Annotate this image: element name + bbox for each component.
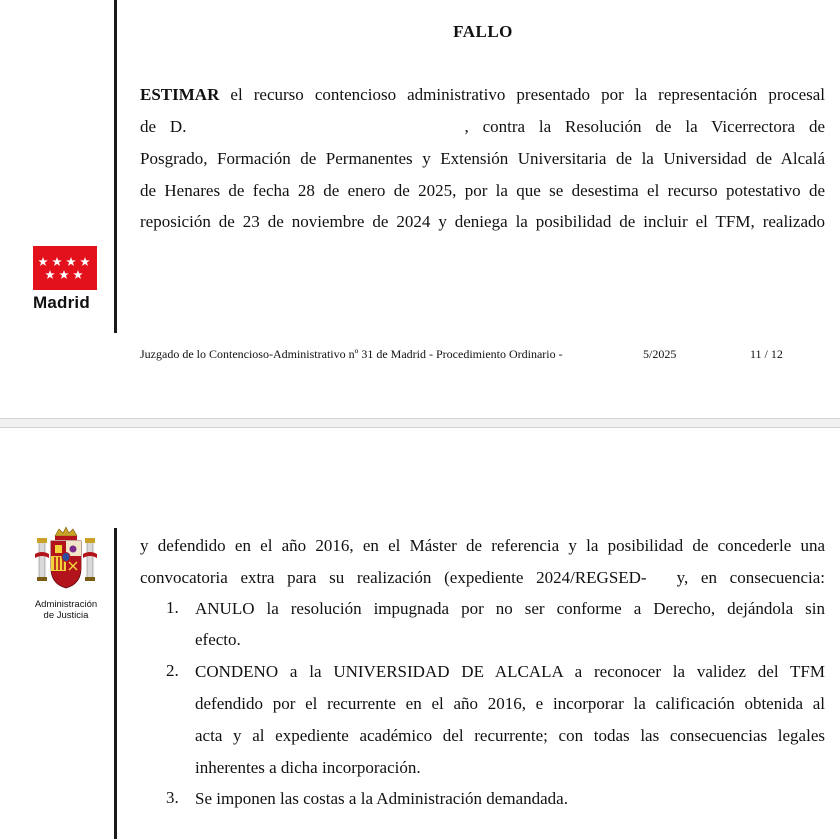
section-heading: FALLO <box>453 22 513 41</box>
footer-case-number: 5/2025 <box>643 347 677 361</box>
madrid-flag-icon <box>33 246 97 290</box>
paragraph-line: Posgrado, Formación de Permanentes y Extensión Universitaria de la Universidad de Alcalá <box>140 149 825 168</box>
document-page-12 <box>0 428 840 839</box>
paragraph-line: de Henares de fecha 28 de enero de 2025, por la que se desestima el recurso potestativo de <box>140 181 825 200</box>
paragraph-text: de D. <box>140 117 187 136</box>
list-number: 1. <box>166 598 179 617</box>
footer-court: Juzgado de lo Contencioso-Administrativo nº 31 de Madrid - Procedimiento Ordinario - <box>140 347 563 361</box>
list-number: 3. <box>166 788 179 807</box>
paragraph-text: el recurso contencioso administrativo presentado por la representación procesal <box>219 85 825 104</box>
list-line: acta y al expediente académico del recurrente; con todas las consecuencias legales <box>195 726 825 745</box>
comunidad-madrid-logo <box>33 246 99 313</box>
margin-rule <box>114 528 117 839</box>
footer-page-number: 11 / 12 <box>750 347 783 361</box>
margin-rule <box>114 0 117 333</box>
paragraph-text: y, en consecuencia: <box>676 568 825 587</box>
list-line: Se imponen las costas a la Administración demandada. <box>195 789 568 808</box>
list-line: defendido por el recurrente en el año 2016, e incorporar la calificación obtenida al <box>195 694 825 713</box>
paragraph-line <box>140 84 825 106</box>
list-line: ANULO la resolución impugnada por no ser conforme a Derecho, dejándola sin <box>195 599 825 618</box>
list-line: CONDENO a la UNIVERSIDAD DE ALCALA a reconocer la validez del TFM <box>195 662 825 681</box>
list-line: inherentes a dicha incorporación. <box>195 758 421 777</box>
administracion-justicia-logo <box>26 524 106 621</box>
list-number: 2. <box>166 661 179 680</box>
document-page-11 <box>0 0 840 418</box>
paragraph-line <box>140 116 825 138</box>
page-separator <box>0 418 840 428</box>
paragraph-line <box>140 567 825 589</box>
paragraph-line: y defendido en el año 2016, en el Máster de referencia y la posibilidad de concederle una <box>140 536 825 555</box>
justicia-logo-line1: Administración <box>34 599 98 610</box>
justicia-logo-line2: de Justicia <box>43 610 89 621</box>
paragraph-line: reposición de 23 de noviembre de 2024 y deniega la posibilidad de incluir el TFM, realizado <box>140 212 825 231</box>
verdict-keyword: ESTIMAR <box>140 85 220 104</box>
paragraph-text: , contra la Resolución de la Vicerrectora de <box>464 117 826 136</box>
paragraph-text: convocatoria extra para su realización (expediente 2024/REGSED- <box>140 568 647 587</box>
list-line: efecto. <box>195 630 241 649</box>
coat-of-arms-icon <box>31 524 101 594</box>
madrid-logo-text: Madrid <box>33 293 90 312</box>
